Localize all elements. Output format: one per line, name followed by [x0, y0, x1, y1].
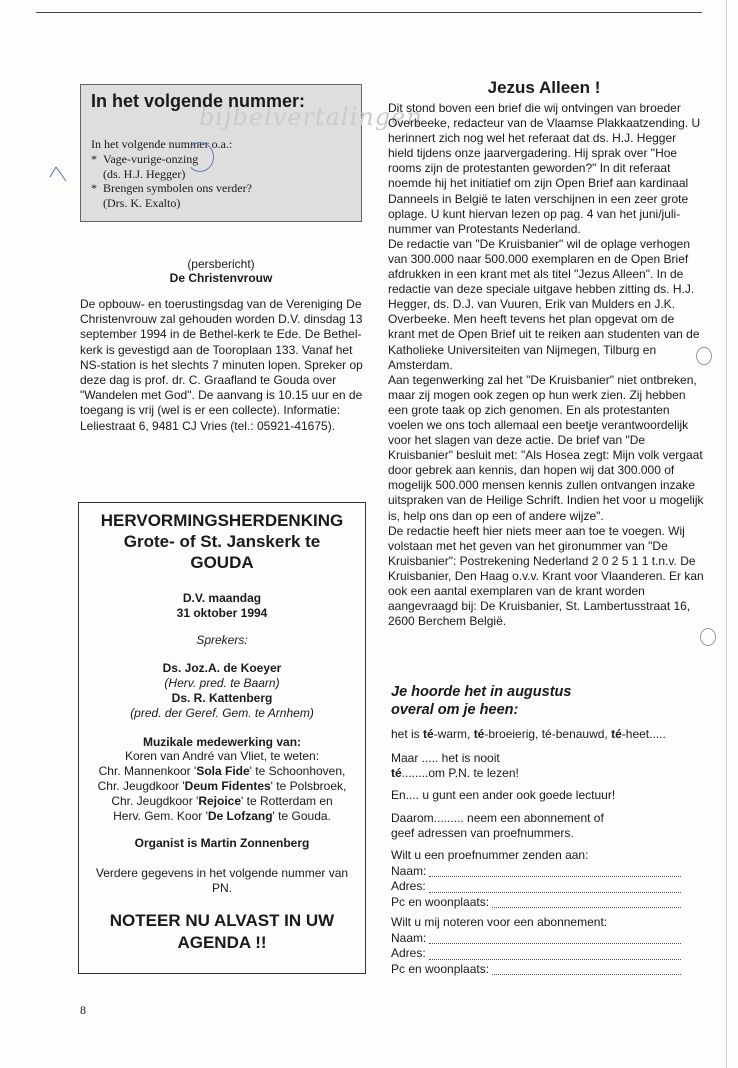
page-number: 8: [80, 1003, 86, 1017]
address-field[interactable]: [429, 949, 681, 960]
music-text: Chr. Jeugdkoor ': [111, 794, 199, 808]
article-paragraph: De redactie heeft hier niets meer aan toe te voegen. Wij volstaan met het geven van het gironummer van "De Kruisbanier": Postrekening Nederland 2 0 2 5 1 1 t.n.v. De Kruisbanier, Den Haag o.v.v. Krant voor Vlaanderen. Er kan ook een aantal exemplaren van de krant worden aangevraagd bij: De Kruisbanier, St. Lambertusstraat 16, 2600 Berchem België.: [388, 523, 704, 629]
city-field[interactable]: [492, 897, 681, 908]
next-issue-box: [80, 84, 423, 222]
article-paragraph: Dit stond boven een brief die wij ontvingen van broeder Overbeeke, redacteur van de Vlaamse Plakkaatzending. U herinnert zich nog wel het referaat dat ds. H.J. Hegger hield tijdens onze jaarvergadering. Hij sprak over "Hoe rooms zijn de protestanten geworden?" In dit referaat noemde hij het initiatief om zijn Open Brief aan kardinaal Danneels in België te laten verschijnen in een zeer grote oplage. U kunt hiervan lezen op pag. 4 van het juni/juli-nummer van Protestants Nederland.: [388, 101, 701, 236]
page-edge: [726, 0, 727, 1068]
heading-line: Je hoorde het in augustus: [391, 684, 572, 700]
promo-text: ........om P.N. te lezen!: [401, 766, 519, 780]
promo-text: -warm,: [433, 727, 474, 741]
punch-hole: [696, 347, 712, 365]
field-label: Naam:: [391, 863, 427, 878]
article-body: [388, 101, 704, 629]
cta-line: AGENDA !!: [177, 933, 267, 952]
title-line: HERVORMINGSHERDENKING: [100, 511, 344, 530]
speakers-list: [79, 661, 365, 721]
form-row-name[interactable]: [391, 931, 681, 947]
promo-bold: té: [423, 727, 434, 741]
music-line: [79, 764, 365, 779]
promo-line: Daarom......... neem een abonnement of geef adressen van proefnummers.: [391, 811, 604, 840]
promo-text: Maar ..... het is nooit: [391, 751, 500, 765]
next-issue-intro: In het volgende nummer o.a.:: [91, 137, 233, 151]
form-heading: Wilt u een proefnummer zenden aan:: [391, 848, 589, 862]
promo-line: [391, 727, 701, 742]
list-item: [91, 181, 252, 210]
form-row-city[interactable]: [391, 895, 681, 911]
bullet-icon: *: [91, 152, 97, 166]
promo-bold: té: [391, 766, 402, 780]
music-line: [79, 794, 365, 809]
field-label: Adres:: [391, 879, 426, 893]
music-text: Koren van André van Vliet, te weten:: [124, 749, 320, 763]
choir-name: De Lofzang: [207, 809, 273, 823]
article-paragraph: Aan tegenwerking zal het "De Kruisbanier" niet ontbreken, maar zij mogen ook zegen op hun werk zien. Zij hebben een grote taak op zich genomen. En als protestanten voelen we ons toch allemaal een beetje verantwoordelijk voor het slagen van deze actie. De brief van "De Kruisbanier" besluit met: "Als Hosea zegt: Mijn volk vergaat door gebrek aan kennis, dan hopen wij dat 300.000 of mogelijk 500.000 mensen kennis zullen ontvangen inzake uitspraken van de Heilige Schrift. Indien het voor u mogelijk is, help ons dan op een of andere wijze".: [388, 372, 704, 523]
press-label: (persbericht): [187, 257, 255, 271]
item-author: (ds. H.J. Hegger): [103, 166, 186, 181]
promo-heading: [391, 683, 691, 719]
item-author: (Drs. K. Exalto): [103, 195, 181, 210]
form-row-city[interactable]: [391, 962, 681, 978]
field-label: Adres:: [391, 946, 426, 960]
address-field[interactable]: [429, 882, 681, 893]
cta-line: NOTEER NU ALVAST IN UW: [109, 911, 335, 930]
music-text: ' te Polsbroek,: [270, 779, 347, 793]
field-label: Pc en woonplaats:: [391, 961, 490, 976]
press-body: De opbouw- en toerustingsdag van de Vereniging De Christenvrouw zal gehouden worden D.V. dinsdag 13 september 1994 in de Bethel-kerk te Ede. De Bethel-kerk is gevestigd aan de Tooroplaan 133. Vanaf het NS-station is het slechts 7 minuten lopen. Spreker op deze dag is prof. dr. C. Graafland te Gouda over "Wandelen met God". De aanvang is 10.15 uur en de toegang is vrij (wel is er een collecte). Informatie: Leliestraat 6, 9481 CJ Vries (tel.: 05921-41675).: [80, 297, 363, 433]
music-text: ' te Gouda.: [272, 809, 331, 823]
promo-text: -heet.....: [621, 727, 666, 741]
bullet-icon: *: [91, 181, 97, 195]
choir-name: Deum Fidentes: [184, 779, 271, 793]
music-text: Herv. Gem. Koor ': [113, 809, 208, 823]
music-line: [79, 809, 365, 824]
form-heading: Wilt u mij noteren voor een abonnement:: [391, 915, 608, 929]
title-line: Grote- of St. Janskerk te: [123, 532, 321, 551]
speaker-affiliation: (Herv. pred. te Baarn): [164, 676, 280, 690]
pen-check-icon: [48, 163, 70, 185]
item-title: Vage-vurige-onzing: [103, 152, 199, 166]
herdenking-date: [79, 591, 365, 621]
music-title: Muzikale medewerking van:: [142, 735, 302, 749]
sample-request-form: [391, 848, 681, 910]
item-title: Brengen symbolen ons verder?: [103, 181, 252, 195]
form-row-address[interactable]: [391, 879, 681, 895]
name-field[interactable]: [429, 933, 681, 944]
field-label: Naam:: [391, 930, 427, 945]
speaker-name: Ds. Joz.A. de Koeyer: [162, 661, 282, 675]
more-info: Verdere gegevens in het volgende nummer van PN.: [95, 866, 349, 895]
speaker-name: Ds. R. Kattenberg: [171, 691, 273, 705]
music-line: [79, 749, 365, 764]
promo-line: En.... u gunt een ander ook goede lectuur!: [391, 788, 616, 802]
list-item: [91, 152, 252, 181]
form-row-address[interactable]: [391, 946, 681, 962]
date-line: 31 oktober 1994: [176, 606, 268, 620]
press-title: De Christenvrouw: [169, 271, 273, 285]
field-label: Pc en woonplaats:: [391, 894, 490, 909]
music-line: [79, 779, 365, 794]
title-line: GOUDA: [190, 553, 254, 572]
music-text: Chr. Mannenkoor ': [98, 764, 197, 778]
heading-line: overal om je heen:: [391, 702, 519, 718]
name-field[interactable]: [429, 866, 681, 877]
herdenking-title: [79, 510, 365, 573]
promo-bold: té: [473, 727, 485, 741]
promo-bold: té: [611, 727, 622, 741]
pen-circle-mark: [186, 142, 214, 172]
top-rule: [36, 12, 702, 13]
organist: Organist is Martin Zonnenberg: [134, 836, 310, 850]
promo-text: -broeierig, té-benauwd,: [484, 727, 612, 741]
promo-text: het is: [391, 727, 424, 741]
next-issue-list: [91, 152, 252, 210]
next-issue-title: In het volgende nummer:: [91, 91, 306, 111]
subscription-form: [391, 915, 681, 977]
article-paragraph: De redactie van "De Kruisbanier" wil de oplage verhogen van 300.000 naar 500.000 exemplaren en de Open Brief afdrukken in een krant met als titel "Jezus Alleen". In de redactie van deze speciale uitgave hebben zitting ds. H.J. Hegger, ds. D.J. van Vuuren, Erik van Mulders en J.K. Overbeeke. Men heeft tevens het plan opgevat om de krant met de Open Brief uit te reiken aan studenten van de Katholieke Universiteiten van Nijmegen, Tilburg en Amsterdam.: [388, 236, 700, 372]
promo-line: [391, 751, 701, 781]
date-line: D.V. maandag: [182, 591, 262, 605]
choir-name: Sola Fide: [196, 764, 250, 778]
speaker-affiliation: (pred. der Geref. Gem. te Arnhem): [130, 706, 314, 720]
music-list: [79, 749, 365, 824]
choir-name: Rejoice: [198, 794, 242, 808]
speakers-label: Sprekers:: [196, 633, 248, 647]
article-title: Jezus Alleen !: [487, 78, 601, 97]
form-row-name[interactable]: [391, 864, 681, 880]
watermark-text: bijbelvertalingen: [199, 103, 423, 131]
music-text: ' te Rotterdam en: [241, 794, 333, 808]
music-text: ' te Schoonhoven,: [249, 764, 346, 778]
punch-hole: [700, 628, 716, 646]
music-text: Chr. Jeugdkoor ': [97, 779, 185, 793]
call-to-action: [79, 910, 365, 954]
herdenking-box: [78, 502, 366, 974]
city-field[interactable]: [492, 964, 681, 975]
